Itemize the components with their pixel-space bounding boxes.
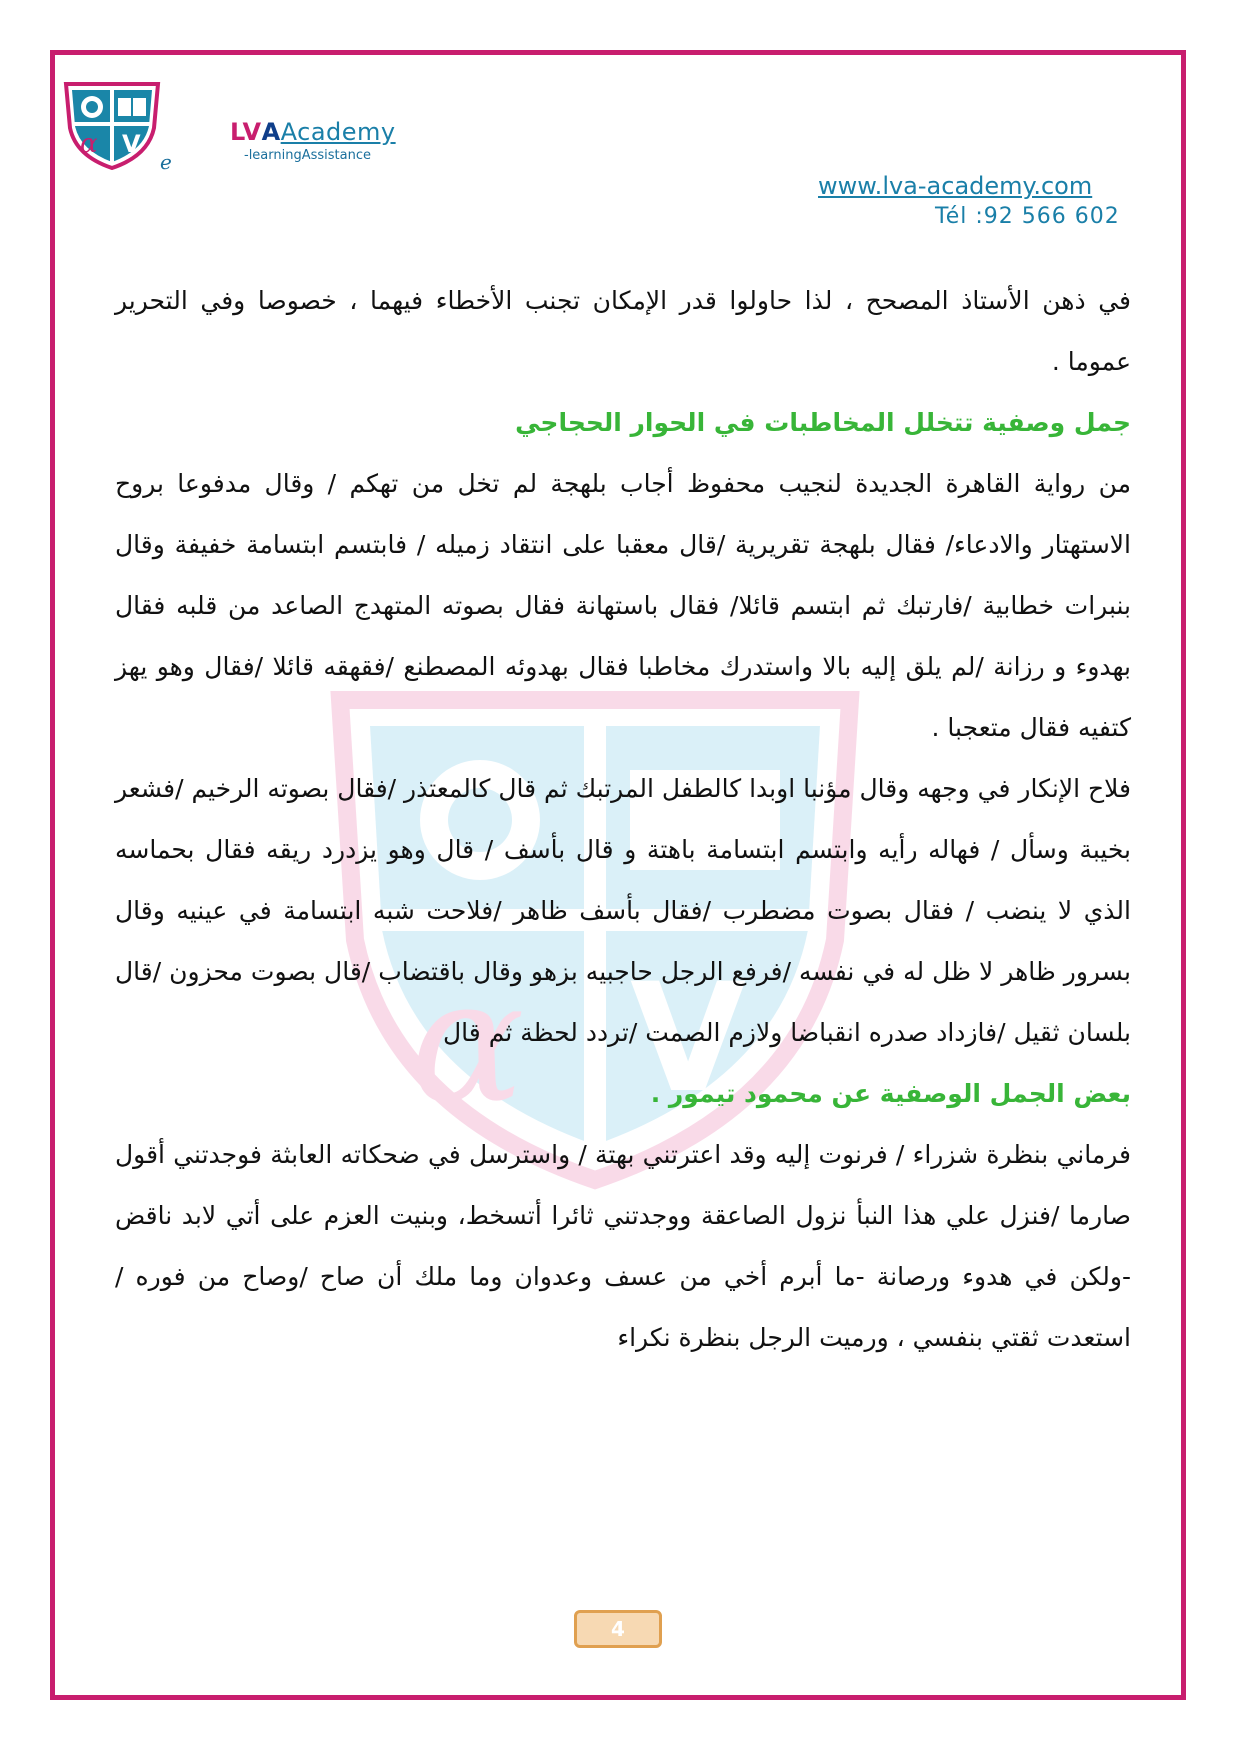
academy-logo [58,80,166,170]
paragraph-mahfouz-continued: فلاح الإنكار في وجهه وقال مؤنبا اوبدا كالطفل المرتبك ثم قال كالمعتذر /فقال بصوته الرخيم /فشعر بخيبة وسأل / فهاله رأيه وابتسم ابتسامة باهتة و قال بأسف / قال وهو يزدرد ريقه فقال بحماسه الذي لا ينضب / فقال بصوت مضطرب /فقال بأسف ظاهر /فلاحت شبه ابتسامة في عينيه وقال بسرور ظاهر لا ظل له في نفسه /فرفع الرجل حاجبيه بزهو وقال باقتضاب /قال بصوت محزون /قال بلسان ثقيل /فازداد صدره انقباضا ولازم الصمت /تردد لحظة ثم قال [115,774,1131,1047]
brand-subtitle: -learningAssistance [244,148,371,163]
paragraph-taymour: فرماني بنظرة شزراء / فرنوت إليه وقد اعترتني بهتة / واسترسل في ضحكاته العابثة فوجدتني أقول صارما /فنزل علي هذا النبأ نزول الصاعقة ووجدتني ثائرا أتسخط، وبنيت العزم على أتي لابد ناقض -ولكن في هدوء ورصانة -ما أبرم أخي من عسف وعدوان وما ملك أن صاح /وصاح من فوره / استعدت ثقتي بنفسي ، ورميت الرجل بنظرة نكراء [115,1140,1131,1352]
page-number: 4 [574,1610,662,1648]
brand-lv: LV [230,118,262,146]
svg-text:V: V [122,130,141,158]
brand-a: A [261,118,281,146]
website-link[interactable]: www.lva-academy.com [818,172,1093,200]
svg-text:α: α [410,943,525,1141]
document-body [115,270,1131,1368]
brand-academy: Academy [280,118,396,146]
brand [230,118,396,163]
svg-text:α: α [80,129,98,159]
heading-taymour: بعض الجمل الوصفية عن محمود تيمور . [650,1079,1131,1108]
phone-number: Tél :92 566 602 [935,204,1120,229]
paragraph-mahfouz: من رواية القاهرة الجديدة لنجيب محفوظ أجاب بلهجة لم تخل من تهكم / وقال مدفوعا بروح الاستهتار والادعاء/ فقال بلهجة تقريرية /قال معقبا على انتقاد زميله / فابتسم ابتسامة خفيفة وقال بنبرات خطابية /فارتبك ثم ابتسم قائلا/ فقال باستهانة فقال بصوته المتهدج الصاعد من قلبه فقال بهدوء و رزانة /لم يلق إليه بالا واستدرك مخاطبا فقال بهدوئه المصطنع /فقهقه قائلا /فقال وهو يهز كتفيه فقال متعجبا . [115,469,1131,742]
heading-descriptive-sentences: جمل وصفية تتخلل المخاطبات في الحوار الحجاجي [515,408,1131,437]
brand-name [230,118,396,146]
logo-e-letter: e [160,150,172,174]
svg-text:V: V [630,952,747,1126]
paragraph-intro: في ذهن الأستاذ المصحح ، لذا حاولوا قدر الإمكان تجنب الأخطاء فيهما ، خصوصا وفي التحرير عموما . [115,286,1131,376]
